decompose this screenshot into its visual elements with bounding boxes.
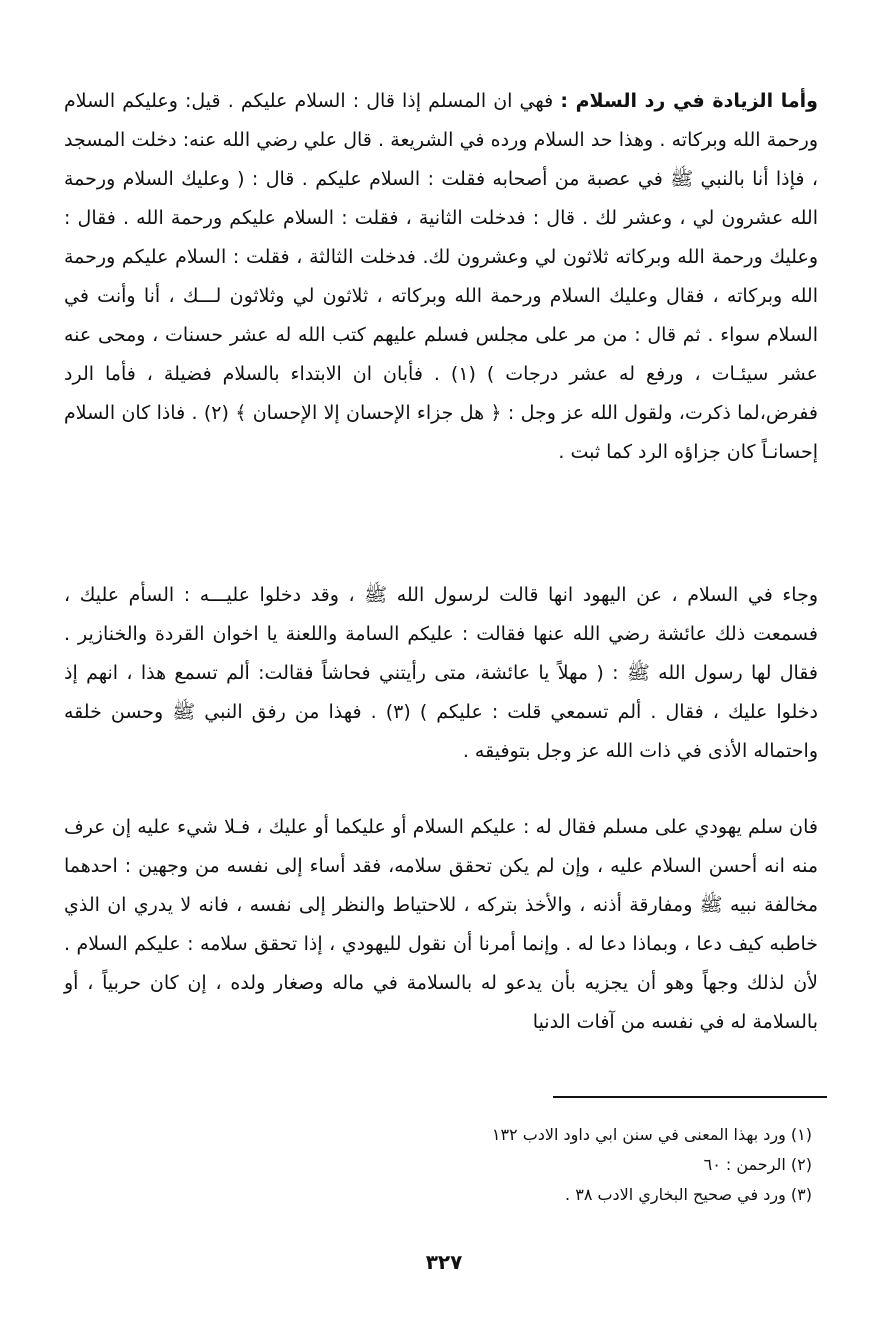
paragraph-body: وجاء في السلام ، عن اليهود انها قالت لرسول الله ﷺ ، وقد دخلوا عليـــه : السأم عليك ، فسمعت ذلك عائشة رضي الله عنها فقالت : عليكم السامة واللعنة يا اخوان القردة والخنازير . فقال لها رسول الله ﷺ : ( مهلاً يا عائشة، متى رأيتني فحاشاً فقالت: ألم تسمع هذا ، انهم إذ دخلوا عليك ، فقال . ألم تسمعي قلت : عليكم ) (٣) . فهذا من رفق النبي ﷺ وحسن خلقه واحتماله الأذى في ذات الله عز وجل بتوفيقه . (64, 584, 818, 762)
paragraph-reply-to-greeting (64, 82, 818, 472)
footnote-2: (٢) الرحمن : ٦٠ (703, 1155, 812, 1174)
footnote-3: (٣) ورد في صحيح البخاري الادب ٣٨ . (565, 1185, 812, 1204)
page-number: ٣٢٧ (425, 1250, 463, 1274)
footnote-1: (١) ورد بهذا المعنى في سنن ابي داود الادب ١٣٢ (491, 1125, 812, 1144)
footnotes (360, 1120, 812, 1210)
section-heading: وأما الزيادة في رد السلام : (560, 90, 818, 112)
paragraph-text (64, 82, 818, 472)
footnote-separator (553, 1096, 827, 1098)
paragraph-body: فهي ان المسلم إذا قال : السلام عليكم . قيل: وعليكم السلام ورحمة الله وبركاته . وهذا حد السلام ورده في الشريعة . قال علي رضي الله عنه: دخلت المسجد ، فإذا أنا بالنبي ﷺ في عصبة من أصحابه فقلت : السلام عليكم . قال : ( وعليك السلام ورحمة الله عشرون لي ، وعشر لك . قال : فدخلت الثانية ، فقلت : السلام عليكم ورحمة الله . فقال : وعليك ورحمة الله وبركاته ثلاثون لي وعشرون لك. فدخلت الثالثة ، فقلت : السلام عليكم ورحمة الله وبركاته ، فقال وعليك السلام ورحمة الله وبركاته ، ثلاثون لي وثلاثون لـــك ، أنا وأنت في السلام سواء . ثم قال : من مر على مجلس فسلم عليهم كتب الله له عشر حسنات ، ومحى عنه عشر سيئـات ، ورفع له عشر درجات ) (١) . فأبان ان الابتداء بالسلام فضيلة ، فأما الرد ففرض،لما ذكرت، ولقول الله عز وجل : ﴿ هل جزاء الإحسان إلا الإحسان ﴾ (٢) . فاذا كان السلام إحسانـاً كان جزاؤه الرد كما ثبت . (64, 90, 818, 463)
paragraph-jews-greeting (64, 576, 818, 771)
paragraph-body: فان سلم يهودي على مسلم فقال له : عليكم السلام أو عليكما أو عليك ، فـلا شيء عليه إن عرف منه انه أحسن السلام عليه ، وإن لم يكن تحقق سلامه، فقد أساء إلى نفسه من وجهين : احدهما مخالفة نبيه ﷺ ومفارقة أذنه ، والأخذ بتركه ، للاحتياط والنظر إلى نفسه ، فانه لا يدري ان الذي خاطبه كيف دعا ، وبماذا دعا له . وإنما أمرنا أن نقول لليهودي ، إذا تحقق سلامه : عليكم السلام . لأن لذلك وجهاً وهو أن يجزيه بأن يدعو له بالسلامة في ماله وصغار ولده ، إن كان حربياً ، أو بالسلامة له في نفسه من آفات الدنيا (64, 816, 818, 1033)
paragraph-jewish-greeting-ruling (64, 808, 818, 1042)
